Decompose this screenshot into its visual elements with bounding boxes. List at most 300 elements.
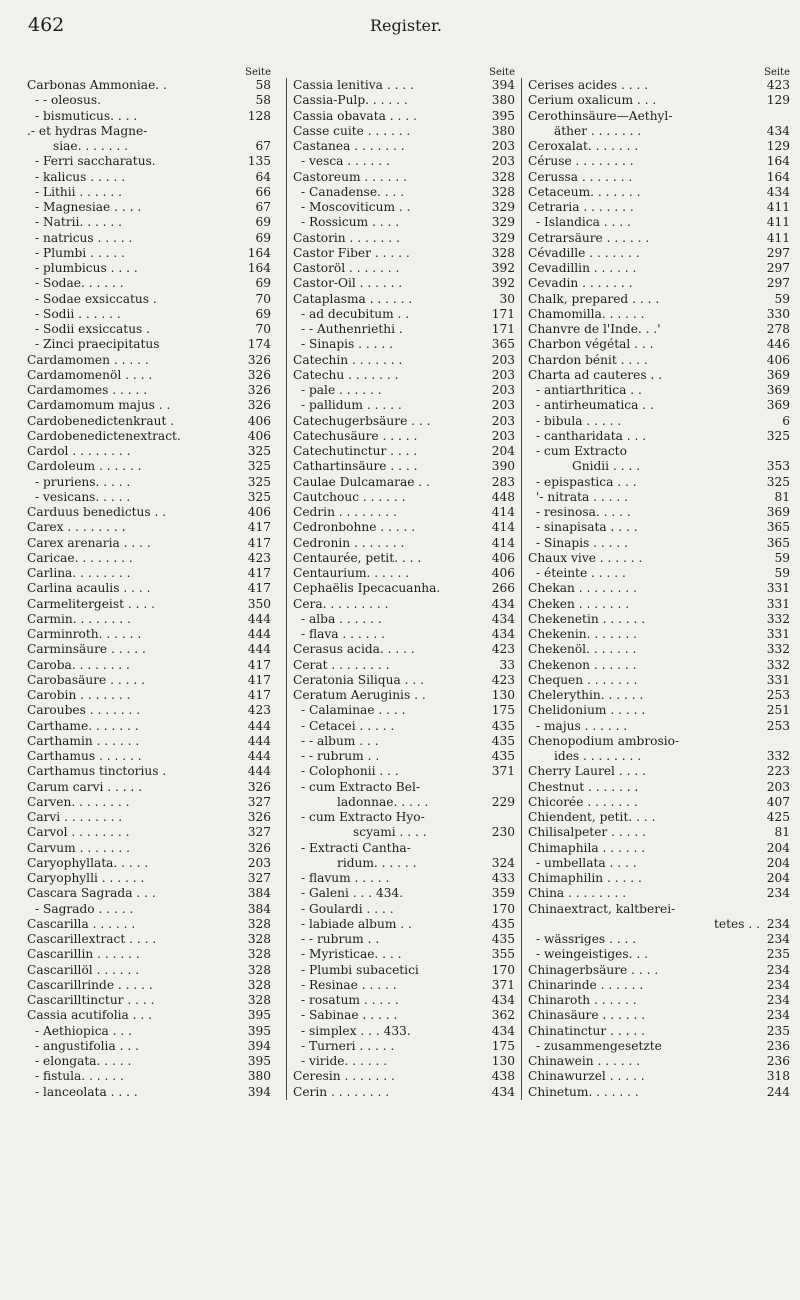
entry-term: '- nitrata . . . . . [536, 489, 628, 504]
entry-page-number: 129 [766, 93, 790, 108]
index-entry [293, 856, 515, 871]
index-entry [528, 200, 790, 215]
entry-page-number: 66 [255, 184, 271, 199]
entry-page-number: 33 [499, 657, 515, 672]
entry-term: - zusammengesetzte [536, 1038, 662, 1053]
index-entry [528, 414, 790, 429]
index-entry [293, 307, 515, 322]
entry-page-number: 414 [491, 505, 515, 519]
entry-page-number: 406 [766, 352, 790, 367]
entry-term: Cautchouc . . . . . . [293, 489, 406, 504]
entry-page-number: 331 [766, 596, 790, 611]
entry-term: Charta ad cauteres . . [528, 367, 663, 382]
index-entry [293, 1024, 515, 1039]
index-entry [27, 307, 271, 322]
index-entry [293, 1008, 515, 1023]
index-entry [293, 475, 515, 490]
index-entry [293, 581, 515, 596]
index-entry [528, 1085, 790, 1100]
entry-term: - Aethiopica . . . [35, 1023, 133, 1038]
entry-term: Castanea . . . . . . . [293, 139, 405, 153]
entry-page-number: 234 [766, 1008, 790, 1023]
index-entry [27, 124, 271, 139]
entry-term: Cardobenedictenkraut . [27, 413, 175, 428]
index-entry [528, 139, 790, 154]
entry-page-number: 435 [491, 749, 515, 763]
entry-page-number: 329 [491, 230, 515, 245]
entry-page-number: 417 [247, 520, 271, 535]
entry-page-number: 328 [247, 932, 271, 946]
index-entry [293, 444, 515, 459]
entry-term: Charbon végétal . . . [528, 337, 654, 352]
index-entry [27, 231, 271, 246]
entry-page-number: 164 [247, 245, 271, 260]
entry-term: Chelidonium . . . . . [528, 703, 646, 718]
entry-page-number: 244 [766, 1084, 790, 1099]
entry-page-number: 434 [491, 1023, 515, 1038]
index-entry [27, 1054, 271, 1069]
entry-term: Carthamus . . . . . . [27, 749, 142, 763]
entry-page-number: 414 [491, 520, 515, 535]
index-entry [528, 734, 790, 749]
entry-page-number: 394 [491, 78, 515, 92]
index-entry [293, 383, 515, 398]
index-entry [27, 749, 271, 764]
index-entry [293, 810, 515, 825]
entry-page-number: 411 [766, 215, 790, 230]
index-entry [293, 551, 515, 566]
entry-page-number: 353 [766, 459, 790, 474]
entry-term: - Resinae . . . . . [301, 977, 397, 992]
entry-term: - pallidum . . . . . [301, 398, 402, 413]
entry-term: - natricus . . . . . [35, 230, 133, 245]
index-entry [27, 475, 271, 490]
entry-term: scyami . . . . [353, 825, 427, 840]
entry-page-number: 369 [766, 383, 790, 397]
entry-page-number: 266 [491, 581, 515, 596]
entry-page-number: 444 [247, 627, 271, 641]
index-entry [528, 231, 790, 246]
entry-page-number: 6 [782, 413, 790, 428]
entry-term: Carduus benedictus . . [27, 505, 167, 519]
index-column-3 [521, 67, 790, 1100]
entry-term: Chaux vive . . . . . . [528, 550, 643, 565]
entry-term: - lanceolata . . . . [35, 1084, 138, 1099]
index-entry [293, 246, 515, 261]
entry-page-number: 230 [491, 825, 515, 840]
index-entry [27, 719, 271, 734]
index-entry [528, 658, 790, 673]
entry-page-number: 394 [247, 1084, 271, 1099]
entry-term: Chinaextract, kaltberei- [528, 901, 676, 916]
index-entry [27, 276, 271, 291]
entry-page-number: 203 [491, 413, 515, 428]
index-entry [293, 520, 515, 535]
index-entry [528, 993, 790, 1008]
entry-page-number: 203 [491, 367, 515, 382]
index-entry [528, 368, 790, 383]
entry-term: - cum Extracto Hyo- [301, 810, 425, 824]
index-entry [528, 154, 790, 169]
entry-page-number: 423 [247, 703, 271, 718]
entry-page-number: 203 [766, 779, 790, 794]
entry-term: Chimaphilin . . . . . [528, 871, 642, 885]
entry-page-number: 380 [247, 1069, 271, 1084]
entry-term: Carobasäure . . . . . [27, 672, 145, 687]
entry-page-number: 434 [491, 596, 515, 611]
entry-page-number: 395 [247, 1054, 271, 1068]
index-entry [27, 932, 271, 947]
entry-page-number: 59 [774, 550, 790, 565]
entry-term: - Plumbi . . . . . [35, 245, 125, 260]
entry-page-number: 332 [766, 611, 790, 626]
entry-term: - kalicus . . . . . [35, 169, 126, 184]
entry-term: - bismuticus. . . . [35, 108, 138, 123]
entry-page-number: 324 [491, 855, 515, 870]
index-entry [293, 947, 515, 962]
index-entry [528, 551, 790, 566]
index-entry [27, 566, 271, 581]
entry-term: - sinapisata . . . . [536, 520, 638, 535]
entry-page-number: 203 [491, 139, 515, 153]
entry-page-number: 329 [491, 200, 515, 214]
entry-page-number: 325 [247, 459, 271, 474]
page-title: Register. [370, 16, 442, 35]
index-entry [293, 490, 515, 505]
entry-term: Chekenöl. . . . . . . [528, 642, 637, 657]
index-entry [293, 627, 515, 642]
entry-page-number: 371 [491, 977, 515, 992]
entry-page-number: 58 [255, 93, 271, 108]
index-entry [528, 93, 790, 108]
index-entry [293, 749, 515, 764]
index-entry [528, 444, 790, 459]
index-entry [528, 170, 790, 185]
entry-page-number: 417 [247, 688, 271, 702]
entry-term: Centaurium. . . . . . [293, 566, 410, 580]
entry-term: Catechusäure . . . . . [293, 428, 418, 443]
entry-page-number: 435 [491, 718, 515, 733]
entry-page-number: 434 [491, 993, 515, 1007]
index-entry [293, 505, 515, 520]
entry-page-number: 380 [491, 123, 515, 138]
index-entry [528, 627, 790, 642]
entry-term: Catechin . . . . . . . [293, 352, 403, 367]
entry-page-number: 328 [491, 184, 515, 199]
entry-term: Chimaphila . . . . . . [528, 840, 646, 855]
entry-page-number: 81 [774, 825, 790, 840]
index-entry [293, 841, 515, 856]
entry-page-number: 59 [774, 291, 790, 306]
index-entry [528, 932, 790, 947]
entry-term: - alba . . . . . . [301, 611, 382, 626]
entry-page-number: 278 [766, 322, 790, 336]
entry-term: Chinasäure . . . . . . [528, 1008, 646, 1023]
entry-page-number: 434 [766, 184, 790, 199]
index-entry [528, 1008, 790, 1023]
entry-term: - Plumbi subacetici [301, 962, 419, 977]
entry-page-number: 423 [491, 642, 515, 657]
entry-term: Cascarillextract . . . . [27, 932, 157, 946]
index-entry [528, 383, 790, 398]
entry-term: Cherry Laurel . . . . [528, 764, 646, 779]
entry-term: Carven. . . . . . . . [27, 794, 130, 809]
index-entry [293, 185, 515, 200]
entry-page-number: 435 [491, 733, 515, 748]
entry-page-number: 253 [766, 718, 790, 733]
entry-page-number: 175 [491, 1038, 515, 1053]
index-entry [528, 475, 790, 490]
entry-term: - Sodii exsiccatus . [35, 322, 151, 336]
entry-page-number: 434 [766, 123, 790, 138]
index-entry [293, 78, 515, 93]
entry-page-number: 395 [247, 1023, 271, 1038]
entry-term: - Calaminae . . . . [301, 703, 406, 718]
entry-page-number: 203 [491, 383, 515, 397]
index-entry [293, 154, 515, 169]
index-entry [528, 505, 790, 520]
entry-term: - labiade album . . [301, 916, 412, 931]
entry-page-number: 325 [766, 474, 790, 489]
entry-page-number: 235 [766, 947, 790, 962]
entry-page-number: 235 [766, 1023, 790, 1038]
entry-page-number: 326 [247, 810, 271, 824]
entry-page-number: 359 [491, 886, 515, 901]
index-entry [293, 886, 515, 901]
index-entry [293, 322, 515, 337]
entry-term: Chardon bénit . . . . [528, 352, 648, 367]
entry-term: Cedronin . . . . . . . [293, 535, 405, 550]
entry-term: Cera. . . . . . . . . [293, 596, 389, 611]
entry-page-number: 326 [247, 383, 271, 397]
index-entry [27, 551, 271, 566]
index-entry [27, 185, 271, 200]
entry-term: Cephaëlis Ipecacuanha. [293, 581, 441, 596]
entry-page-number: 203 [491, 154, 515, 169]
entry-term: Cedronbohne . . . . . [293, 520, 416, 535]
entry-term: Gnidii . . . . [572, 459, 641, 474]
entry-page-number: 203 [491, 352, 515, 367]
entry-page-number: 69 [255, 230, 271, 245]
entry-term: Chinawurzel . . . . . [528, 1069, 645, 1084]
entry-term: Casse cuite . . . . . . [293, 123, 411, 138]
entry-page-number: 328 [247, 993, 271, 1007]
index-entry [27, 917, 271, 932]
index-entry [293, 1069, 515, 1084]
index-entry [293, 764, 515, 779]
entry-term: - pruriens. . . . . [35, 474, 131, 489]
index-entry [528, 856, 790, 871]
index-entry [293, 337, 515, 352]
entry-page-number: 444 [247, 764, 271, 779]
entry-page-number: 204 [491, 444, 515, 458]
index-entry [528, 917, 790, 932]
index-entry [528, 353, 790, 368]
entry-page-number: 70 [255, 322, 271, 336]
index-entry [528, 459, 790, 474]
entry-page-number: 325 [247, 474, 271, 489]
index-entry [293, 459, 515, 474]
entry-term: - - rubrum . . [301, 932, 380, 946]
entry-term: - rosatum . . . . . [301, 993, 399, 1007]
index-entry [293, 902, 515, 917]
entry-term: Cardol . . . . . . . . [27, 444, 131, 458]
entry-page-number: 330 [766, 306, 790, 321]
index-entry [27, 612, 271, 627]
index-entry [293, 978, 515, 993]
entry-page-number: 332 [766, 749, 790, 763]
index-entry [293, 124, 515, 139]
entry-page-number: 327 [247, 794, 271, 809]
entry-page-number: 164 [247, 261, 271, 275]
entry-page-number: 135 [247, 154, 271, 169]
entry-term: - Cetacei . . . . . [301, 718, 395, 733]
index-entry [293, 673, 515, 688]
entry-term: ides . . . . . . . . [554, 749, 642, 763]
index-entry [293, 871, 515, 886]
entry-term: - vesicans. . . . . [35, 489, 131, 504]
entry-page-number: 446 [766, 337, 790, 352]
entry-term: Chanvre de l'Inde. . .' [528, 322, 661, 336]
entry-term: - Islandica . . . . [536, 215, 631, 230]
entry-term: - angustifolia . . . [35, 1038, 139, 1053]
entry-page-number: 362 [491, 1008, 515, 1023]
index-entry [293, 1085, 515, 1100]
index-entry [528, 673, 790, 688]
index-entry [27, 1085, 271, 1100]
entry-term: Cascarillrinde . . . . . [27, 977, 153, 992]
entry-term: Carlina. . . . . . . . [27, 566, 131, 580]
index-entry [27, 734, 271, 749]
index-entry [293, 597, 515, 612]
index-entry [528, 810, 790, 825]
entry-term: - Galeni . . . 434. [301, 886, 404, 901]
entry-term: Chinagerbsäure . . . . [528, 962, 659, 977]
entry-term: Centaurée, petit. . . . [293, 550, 422, 565]
index-entry [27, 703, 271, 718]
entry-page-number: 444 [247, 733, 271, 748]
entry-term: - cantharidata . . . [536, 428, 647, 443]
entry-term: - cum Extracto [536, 444, 627, 458]
index-entry [27, 429, 271, 444]
index-entry [528, 886, 790, 901]
entry-page-number: 350 [247, 596, 271, 611]
entry-term: - cum Extracto Bel- [301, 779, 420, 794]
index-entry [293, 353, 515, 368]
entry-page-number: 435 [491, 932, 515, 946]
index-entry [528, 841, 790, 856]
index-entry [27, 1069, 271, 1084]
index-entry [293, 368, 515, 383]
entry-term: - Moscoviticum . . [301, 200, 411, 214]
entry-page-number: 434 [491, 611, 515, 626]
entry-term: - flavum . . . . . [301, 871, 390, 885]
entry-term: Carmelitergeist . . . . [27, 596, 155, 611]
entry-page-number: 423 [247, 550, 271, 565]
entry-page-number: 204 [766, 840, 790, 855]
index-entry [528, 109, 790, 124]
entry-page-number: 332 [766, 657, 790, 672]
index-entry [293, 993, 515, 1008]
index-entry [528, 337, 790, 352]
index-entry [27, 170, 271, 185]
index-entry [293, 1054, 515, 1069]
entry-page-number: 328 [247, 962, 271, 977]
index-entry [528, 276, 790, 291]
entry-page-number: 411 [766, 230, 790, 245]
entry-page-number: 406 [491, 566, 515, 580]
entry-page-number: 406 [247, 413, 271, 428]
index-entry [293, 917, 515, 932]
entry-page-number: 392 [491, 261, 515, 275]
entry-term: Castoröl . . . . . . . [293, 261, 400, 275]
index-entry [27, 825, 271, 840]
index-entry [528, 749, 790, 764]
entry-term: - - rubrum . . [301, 749, 380, 763]
entry-term: Carbonas Ammoniae. . [27, 78, 167, 92]
entry-term: - weingeistiges. . . [536, 947, 648, 962]
entry-page-number: 390 [491, 459, 515, 474]
index-entry [528, 490, 790, 505]
entry-page-number: 234 [766, 932, 790, 946]
entry-page-number: 444 [247, 718, 271, 733]
entry-term: Carex . . . . . . . . [27, 520, 126, 535]
entry-page-number: 164 [766, 169, 790, 184]
index-entry [27, 383, 271, 398]
index-entry [27, 1008, 271, 1023]
index-entry [528, 215, 790, 230]
entry-term: Cassia lenitiva . . . . [293, 78, 414, 92]
entry-page-number: 297 [766, 261, 790, 275]
index-entry [27, 902, 271, 917]
entry-term: - Goulardi . . . . [301, 901, 394, 916]
entry-term: Cascarilltinctur . . . . [27, 993, 155, 1007]
entry-term: - Sodii . . . . . . [35, 306, 121, 321]
entry-term: Cerasus acida. . . . . [293, 642, 415, 657]
entry-term: Cetaceum. . . . . . . [528, 184, 641, 199]
entry-page-number: 297 [766, 245, 790, 260]
entry-page-number: 204 [766, 855, 790, 870]
entry-term: Cassia-Pulp. . . . . . [293, 93, 408, 108]
entry-term: Chinawein . . . . . . [528, 1054, 641, 1068]
entry-page-number: 384 [247, 901, 271, 916]
index-entry [528, 1069, 790, 1084]
entry-term: Chekenon . . . . . . [528, 657, 637, 672]
entry-page-number: 253 [766, 688, 790, 702]
entry-term: Caryophylli . . . . . . [27, 871, 145, 885]
index-entry [528, 780, 790, 795]
entry-page-number: 328 [247, 977, 271, 992]
entry-term: Carmin. . . . . . . . [27, 611, 131, 626]
entry-term: - resinosa. . . . . [536, 505, 631, 519]
entry-term: Carthame. . . . . . . [27, 718, 139, 733]
index-entry [27, 444, 271, 459]
entry-term: China . . . . . . . . [528, 886, 627, 901]
entry-page-number: 417 [247, 657, 271, 672]
entry-term: - majus . . . . . . [536, 718, 628, 733]
entry-term: Cascarillöl . . . . . . [27, 962, 140, 977]
entry-term: Ceroxalat. . . . . . . [528, 139, 639, 153]
entry-term: - - Authenriethi . [301, 322, 403, 336]
entry-term: Cardamomenöl . . . . [27, 367, 153, 382]
entry-page-number: 234 [766, 916, 790, 931]
index-entry [27, 200, 271, 215]
index-entry [528, 978, 790, 993]
index-entry [293, 703, 515, 718]
entry-term: Chenopodium ambrosio- [528, 733, 680, 748]
entry-page-number: 129 [766, 139, 790, 153]
entry-term: Carvi . . . . . . . . [27, 810, 123, 824]
